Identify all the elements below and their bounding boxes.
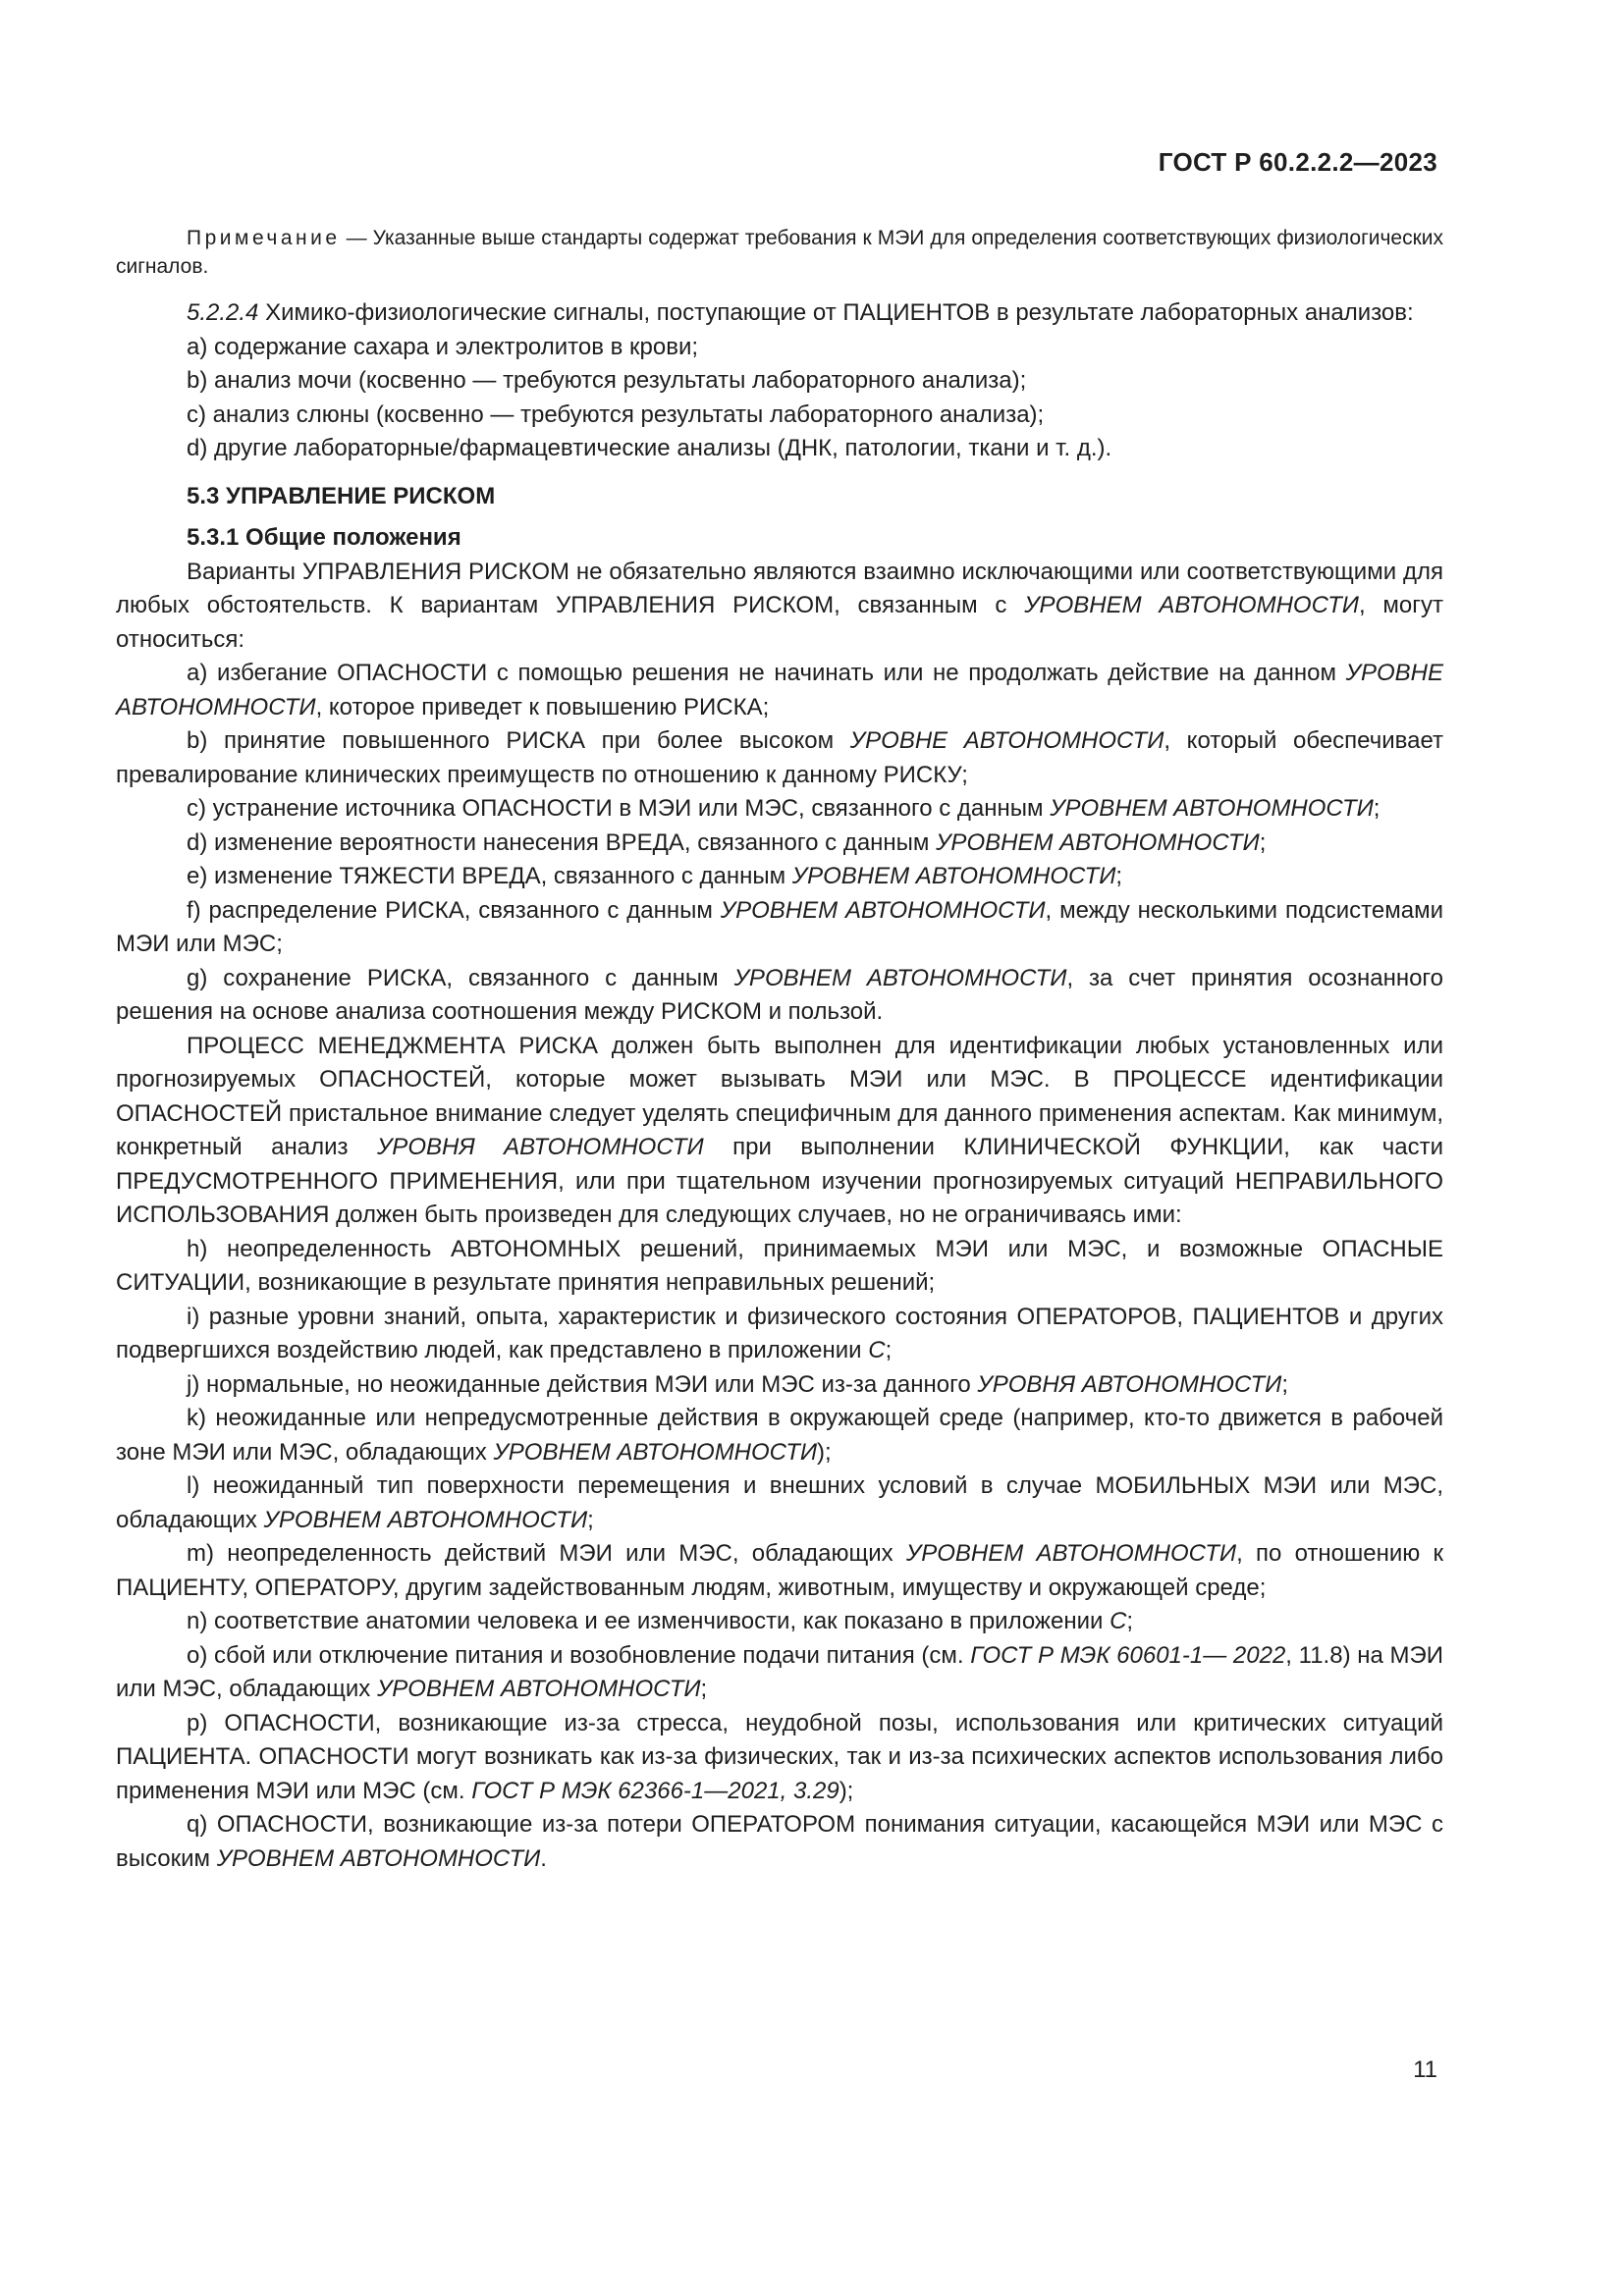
list-item: m) неопределенность действий МЭИ или МЭС, обладающих УРОВНЕМ АВТОНОМНОСТИ, по отношению к ПАЦИЕНТУ, ОПЕРАТОРУ, другим задействованным людям, животным, имуществу и окружающей среде; xyxy=(116,1540,1444,1601)
list-item: d) изменение вероятности нанесения ВРЕДА, связанного с данным УРОВНЕМ АВТОНОМНОСТИ; xyxy=(187,828,1267,856)
page-number: 11 xyxy=(1413,2056,1437,2083)
clause-number: 5.2.2.4 xyxy=(187,299,259,326)
list-item: f) распределение РИСКА, связанного с данным УРОВНЕМ АВТОНОМНОСТИ, между несколькими подсистемами МЭИ или МЭС; xyxy=(116,896,1444,957)
list-item: h) неопределенность АВТОНОМНЫХ решений, принимаемых МЭИ или МЭС, и возможные ОПАСНЫЕ СИТУАЦИИ, возникающие в результате принятия неправильных решений; xyxy=(116,1235,1443,1296)
list-item: d) другие лабораторные/фармацевтические анализы (ДНК, патологии, ткани и т. д.). xyxy=(187,435,1112,461)
list-item: i) разные уровни знаний, опыта, характеристик и физического состояния ОПЕРАТОРОВ, ПАЦИЕНТОВ и других подвергшихся воздействию людей, как представлено в приложении С; xyxy=(116,1303,1443,1363)
standard-header: ГОСТ Р 60.2.2.2—2023 xyxy=(1158,147,1437,177)
list-item: a) избегание ОПАСНОСТИ с помощью решения не начинать или не продолжать действие на данном УРОВНЕ АВТОНОМНОСТИ, которое приведет к повышению РИСКА; xyxy=(116,660,1443,721)
list-item: c) устранение источника ОПАСНОСТИ в МЭИ или МЭС, связанного с данным УРОВНЕМ АВТОНОМНОСТИ; xyxy=(187,795,1380,822)
list-item: g) сохранение РИСКА, связанного с данным УРОВНЕМ АВТОНОМНОСТИ, за счет принятия осознанного решения на основе анализа соотношения между РИСКОМ и пользой. xyxy=(116,964,1444,1025)
list-item: p) ОПАСНОСТИ, возникающие из-за стресса, неудобной позы, использования или критических ситуаций ПАЦИЕНТА. ОПАСНОСТИ могут возникать как из-за физических, так и из-за психических аспектов использования либо применения МЭИ или МЭС (см. ГОСТ Р МЭК 62366-1—2021, 3.29); xyxy=(116,1709,1443,1804)
note-paragraph xyxy=(116,224,1443,281)
document-body xyxy=(116,224,1443,1876)
note-text: — Указанные выше стандарты содержат требования к МЭИ для определения соответствующих физиологических сигналов. xyxy=(116,227,1443,278)
list-item: e) изменение ТЯЖЕСТИ ВРЕДА, связанного с данным УРОВНЕМ АВТОНОМНОСТИ; xyxy=(187,863,1123,889)
list-item: q) ОПАСНОСТИ, возникающие из-за потери ОПЕРАТОРОМ понимания ситуации, касающейся МЭИ или МЭС с высоким УРОВНЕМ АВТОНОМНОСТИ. xyxy=(116,1811,1443,1872)
list-item: b) анализ мочи (косвенно — требуются результаты лабораторного анализа); xyxy=(187,367,1027,394)
list-item: j) нормальные, но неожиданные действия МЭИ или МЭС из-за данного УРОВНЯ АВТОНОМНОСТИ; xyxy=(187,1370,1288,1398)
list-item: a) содержание сахара и электролитов в крови; xyxy=(187,333,699,360)
paragraph: Варианты УПРАВЛЕНИЯ РИСКОМ не обязательно являются взаимно исключающими или соответствующими для любых обстоятельств. К вариантам УПРАВЛЕНИЯ РИСКОМ, связанным с УРОВНЕМ АВТОНОМНОСТИ, могут относиться: xyxy=(116,558,1443,653)
list-item: b) принятие повышенного РИСКА при более высоком УРОВНЕ АВТОНОМНОСТИ, который обеспечивает превалирование клинических преимуществ по отношению к данному РИСКУ; xyxy=(116,727,1443,788)
list-item: l) неожиданный тип поверхности перемещения и внешних условий в случае МОБИЛЬНЫХ МЭИ или МЭС, обладающих УРОВНЕМ АВТОНОМНОСТИ; xyxy=(116,1472,1443,1533)
list-item: k) неожиданные или непредусмотренные действия в окружающей среде (например, кто-то движется в рабочей зоне МЭИ или МЭС, обладающих УРОВНЕМ АВТОНОМНОСТИ); xyxy=(116,1405,1443,1466)
section-heading: 5.3 УПРАВЛЕНИЕ РИСКОМ xyxy=(187,482,496,509)
clause-5224 xyxy=(116,296,1443,331)
list-item: o) сбой или отключение питания и возобновление подачи питания (см. ГОСТ Р МЭК 60601-1— 2022, 11.8) на МЭИ или МЭС, обладающих УРОВНЕМ АВТОНОМНОСТИ; xyxy=(116,1641,1443,1702)
list-item: c) анализ слюны (косвенно — требуются результаты лабораторного анализа); xyxy=(187,400,1045,428)
list-item: n) соответствие анатомии человека и ее изменчивости, как показано в приложении С; xyxy=(187,1608,1134,1634)
clause-text: Химико-физиологические сигналы, поступающие от ПАЦИЕНТОВ в результате лабораторных анализов: xyxy=(258,299,1414,326)
subsection-heading: 5.3.1 Общие положения xyxy=(187,524,461,551)
paragraph: ПРОЦЕСС МЕНЕДЖМЕНТА РИСКА должен быть выполнен для идентификации любых установленных или прогнозируемых ОПАСНОСТЕЙ, которые может вызывать МЭИ или МЭС. В ПРОЦЕССЕ идентификации ОПАСНОСТЕЙ пристальное внимание следует уделять специфичным для данного применения аспектам. Как минимум, конкретный анализ УРОВНЯ АВТОНОМНОСТИ при выполнении КЛИНИЧЕСКОЙ ФУНКЦИИ, как части ПРЕДУСМОТРЕННОГО ПРИМЕНЕНИЯ, или при тщательном изучении прогнозируемых ситуаций НЕПРАВИЛЬНОГО ИСПОЛЬЗОВАНИЯ должен быть произведен для следующих случаев, но не ограничиваясь ими: xyxy=(116,1032,1444,1228)
note-label: Примечание xyxy=(187,227,341,249)
